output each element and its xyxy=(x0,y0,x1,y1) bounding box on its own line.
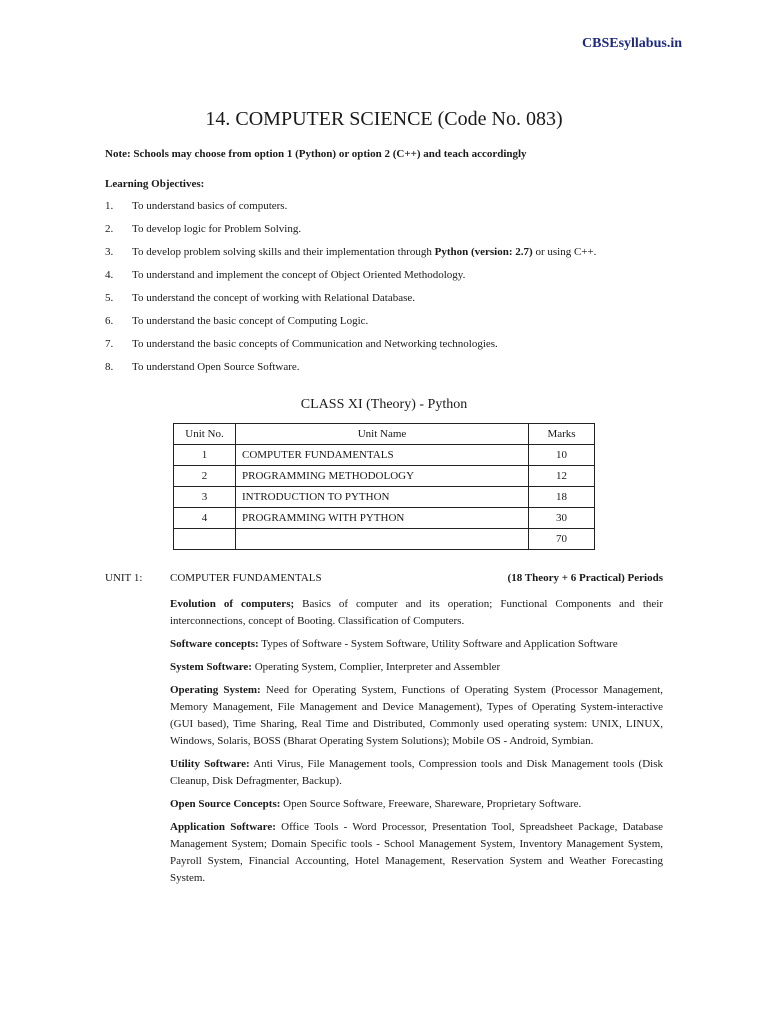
option-note: Note: Schools may choose from option 1 (Python) or option 2 (C++) and teach accordingly xyxy=(105,148,527,160)
topic-desc: Office Tools - Word Processor, Presentation Tool, Spreadsheet Package, Database Management System; Domain Specific tools - School Management System, Inventory Management System, Payroll System, Financial Accounting, Hotel Management, Reservation System and Weather Forecasting System. xyxy=(170,821,663,884)
unit-no-cell: 1 xyxy=(174,445,236,466)
objective-text-bold: Python (version: 2.7) xyxy=(434,246,533,258)
objective-number: 8. xyxy=(105,361,114,373)
objective-item xyxy=(105,338,685,361)
topic-desc: Basics of computer and its operation; Functional Components and their interconnections, concept of Booting. Classification of Computers. xyxy=(170,598,663,627)
objective-text-pre: To develop problem solving skills and their implementation through xyxy=(132,246,435,258)
unit-name-cell: COMPUTER FUNDAMENTALS xyxy=(236,445,529,466)
unit-no-cell: 2 xyxy=(174,466,236,487)
objective-number: 3. xyxy=(105,246,114,258)
objective-text: To understand the concept of working with Relational Database. xyxy=(132,292,416,304)
objective-number: 5. xyxy=(105,292,114,304)
topic-paragraph xyxy=(170,636,663,653)
topic-desc: Operating System, Complier, Interpreter and Assembler xyxy=(251,661,501,673)
total-marks-cell: 70 xyxy=(529,529,595,550)
objective-text: To understand and implement the concept of Object Oriented Methodology. xyxy=(132,269,466,281)
header-marks: Marks xyxy=(529,424,595,445)
learning-objectives-heading: Learning Objectives: xyxy=(105,178,205,190)
objective-text xyxy=(132,246,596,258)
topic-desc: Anti Virus, File Management tools, Compression tools and Disk Management tools (Disk Cleanup, Disk Defragmenter, Backup). xyxy=(170,758,663,787)
objective-item xyxy=(105,269,685,292)
objective-item xyxy=(105,315,685,338)
topic-desc: Types of Software - System Software, Utility Software and Application Software xyxy=(258,638,618,650)
topic-term: Evolution of computers; xyxy=(170,598,295,610)
unit-name: COMPUTER FUNDAMENTALS xyxy=(170,572,322,584)
class-title: CLASS XI (Theory) - Python xyxy=(300,397,468,412)
objective-text: To develop logic for Problem Solving. xyxy=(132,223,302,235)
topic-term: Application Software: xyxy=(170,821,276,833)
objective-text: To understand Open Source Software. xyxy=(132,361,300,373)
topic-paragraph xyxy=(170,756,663,790)
topic-paragraph xyxy=(170,682,663,750)
marks-cell: 18 xyxy=(529,487,595,508)
unit-no-cell xyxy=(174,529,236,550)
unit-label: UNIT 1: xyxy=(105,572,143,584)
objective-number: 6. xyxy=(105,315,114,327)
table-row xyxy=(174,508,595,529)
marks-cell: 12 xyxy=(529,466,595,487)
topic-paragraph xyxy=(170,659,663,676)
objective-number: 1. xyxy=(105,200,114,212)
unit-name-cell: PROGRAMMING WITH PYTHON xyxy=(236,508,529,529)
unit-name-cell xyxy=(236,529,529,550)
table-total-row xyxy=(174,529,595,550)
unit-no-cell: 4 xyxy=(174,508,236,529)
objective-item xyxy=(105,292,685,315)
unit-marks-table xyxy=(173,423,595,550)
topic-term: Operating System: xyxy=(170,684,261,696)
topic-paragraph xyxy=(170,796,663,813)
objective-text-post: or using C++. xyxy=(532,246,597,258)
objective-number: 7. xyxy=(105,338,114,350)
topic-paragraph xyxy=(170,596,663,630)
objective-text: To understand the basic concepts of Communication and Networking technologies. xyxy=(132,338,498,350)
objective-item xyxy=(105,361,685,384)
objective-item xyxy=(105,200,685,223)
objective-item xyxy=(105,223,685,246)
learning-objectives-list xyxy=(105,200,685,384)
objective-item xyxy=(105,246,685,269)
objective-number: 2. xyxy=(105,223,114,235)
unit-1-content xyxy=(170,596,663,893)
topic-paragraph xyxy=(170,819,663,887)
table-row xyxy=(174,466,595,487)
page-title: 14. COMPUTER SCIENCE (Code No. 083) xyxy=(205,108,563,130)
topic-desc: Need for Operating System, Functions of Operating System (Processor Management, Memory Management, File Management and Device Management), Types of Operating System-interactive (GUI based), Time Sharing, Real Time and Distributed, Commonly used operating system: UNIX, LINUX, Windows, Solaris, BOSS (Bharat Operating System Solutions); Mobile OS - Android, Symbian. xyxy=(170,684,664,747)
table-header-row xyxy=(174,424,595,445)
objective-number: 4. xyxy=(105,269,114,281)
topic-term: Utility Software: xyxy=(170,758,250,770)
header-unit-no: Unit No. xyxy=(174,424,236,445)
topic-desc: Open Source Software, Freeware, Shareware, Proprietary Software. xyxy=(280,798,582,810)
table-row xyxy=(174,445,595,466)
topic-term: Open Source Concepts: xyxy=(170,798,281,810)
marks-cell: 10 xyxy=(529,445,595,466)
objective-text: To understand basics of computers. xyxy=(132,200,288,212)
marks-cell: 30 xyxy=(529,508,595,529)
header-unit-name: Unit Name xyxy=(236,424,529,445)
site-brand: CBSEsyllabus.in xyxy=(582,36,682,51)
topic-term: System Software: xyxy=(170,661,252,673)
unit-name-cell: PROGRAMMING METHODOLOGY xyxy=(236,466,529,487)
objective-text: To understand the basic concept of Computing Logic. xyxy=(132,315,369,327)
unit-no-cell: 3 xyxy=(174,487,236,508)
unit-name-cell: INTRODUCTION TO PYTHON xyxy=(236,487,529,508)
topic-term: Software concepts: xyxy=(170,638,259,650)
table-row xyxy=(174,487,595,508)
unit-periods: (18 Theory + 6 Practical) Periods xyxy=(507,572,663,584)
